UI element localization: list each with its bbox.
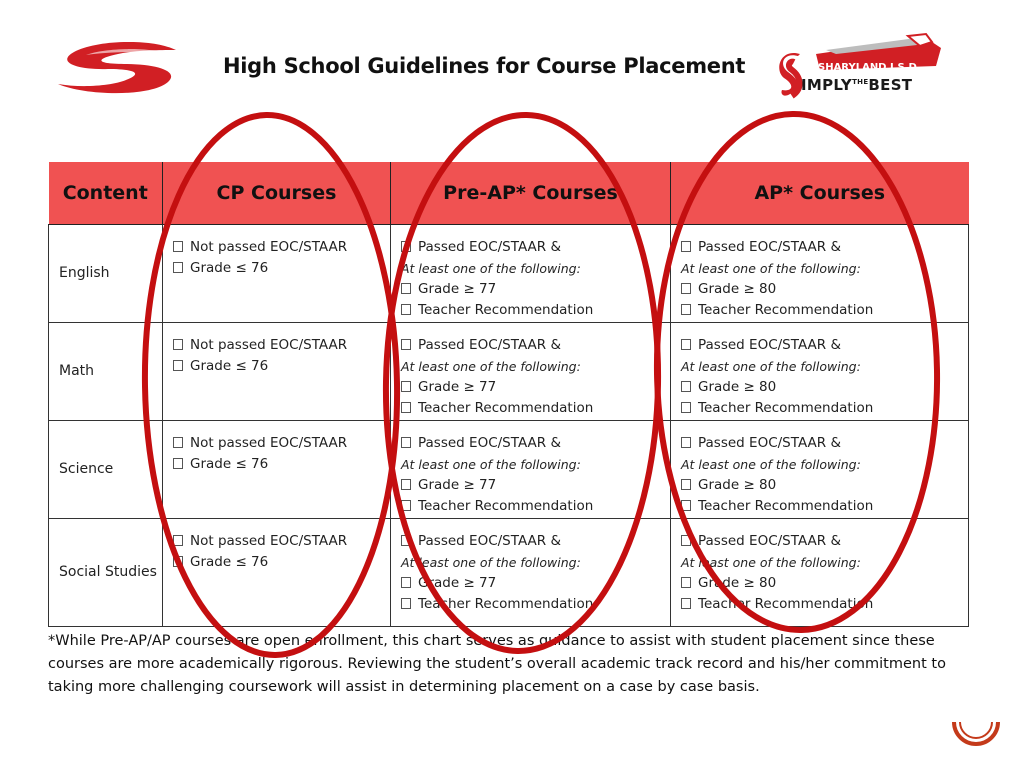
criterion-grade-text: Grade ≥ 77 xyxy=(418,280,497,297)
table-header-row xyxy=(49,162,969,224)
checkbox-icon xyxy=(173,556,183,567)
criterion-grade-text: Grade ≤ 76 xyxy=(190,357,269,374)
criterion-teacher xyxy=(401,300,670,321)
criterion-intro: At least one of the following: xyxy=(401,358,581,374)
criterion-intro: At least one of the following: xyxy=(681,554,861,570)
criterion-grade xyxy=(401,377,670,398)
checkbox-icon xyxy=(401,381,411,392)
ap-cell xyxy=(671,420,969,518)
checkbox-icon xyxy=(401,241,411,252)
preap-cell xyxy=(391,420,671,518)
criterion-passed xyxy=(401,335,670,356)
checkbox-icon xyxy=(401,283,411,294)
checkbox-icon xyxy=(173,437,183,448)
checkbox-icon xyxy=(681,283,691,294)
criterion-grade-text: Grade ≥ 80 xyxy=(698,378,777,395)
subject-label: Science xyxy=(49,420,163,518)
criterion-passed-text: Passed EOC/STAAR & xyxy=(698,434,841,451)
cp-cell xyxy=(163,420,391,518)
criterion-passed-text: Passed EOC/STAAR & xyxy=(698,336,841,353)
slogan-text: $IMPLY^{THE}BEST$ xyxy=(801,76,913,94)
checkbox-icon xyxy=(681,577,691,588)
checkbox-icon xyxy=(401,535,411,546)
checkbox-icon xyxy=(401,598,411,609)
criterion-grade xyxy=(681,573,968,594)
checkbox-icon xyxy=(173,360,183,371)
criterion-grade xyxy=(173,552,390,573)
checkbox-icon xyxy=(401,402,411,413)
criterion-passed-text: Passed EOC/STAAR & xyxy=(418,336,561,353)
placement-table xyxy=(48,162,969,627)
table-row xyxy=(49,322,969,420)
criterion-intro: At least one of the following: xyxy=(681,456,861,472)
criterion-grade xyxy=(173,356,390,377)
column-header-cp: CP Courses xyxy=(163,162,391,224)
checkbox-icon xyxy=(401,437,411,448)
column-header-content: Content xyxy=(49,162,163,224)
criterion-not-passed xyxy=(173,237,390,258)
criterion-grade xyxy=(401,573,670,594)
preap-cell xyxy=(391,224,671,322)
cp-cell xyxy=(163,322,391,420)
column-header-preap: Pre-AP* Courses xyxy=(391,162,671,224)
preap-cell xyxy=(391,518,671,626)
criterion-grade xyxy=(681,377,968,398)
criterion-passed xyxy=(401,433,670,454)
checkbox-icon xyxy=(681,500,691,511)
table-row xyxy=(49,518,969,626)
criterion-teacher-text: Teacher Recommendation xyxy=(698,497,874,514)
checkbox-icon xyxy=(401,577,411,588)
checkbox-icon xyxy=(173,262,183,273)
checkbox-icon xyxy=(401,304,411,315)
criterion-not-passed-text: Not passed EOC/STAAR xyxy=(190,336,348,353)
page-title: High School Guidelines for Course Placement xyxy=(223,54,746,78)
criterion-grade xyxy=(401,279,670,300)
criterion-teacher-text: Teacher Recommendation xyxy=(418,301,594,318)
criterion-grade xyxy=(173,258,390,279)
criterion-passed xyxy=(401,531,670,552)
criterion-teacher-text: Teacher Recommendation xyxy=(698,399,874,416)
criterion-intro: At least one of the following: xyxy=(401,554,581,570)
subject-label: Math xyxy=(49,322,163,420)
criterion-passed xyxy=(401,237,670,258)
checkbox-icon xyxy=(681,535,691,546)
ap-cell xyxy=(671,224,969,322)
cp-cell xyxy=(163,224,391,322)
subject-label: English xyxy=(49,224,163,322)
corner-decoration-icon xyxy=(950,718,1002,748)
cp-cell xyxy=(163,518,391,626)
criterion-grade-text: Grade ≤ 76 xyxy=(190,553,269,570)
criterion-grade xyxy=(401,475,670,496)
footnote: *While Pre-AP/AP courses are open enrollment, this chart serves as guidance to assist with student placement since these courses are more academically rigorous. Reviewing the student’s overall academic track record and his/her commitment to taking more challenging coursework will assist in determining placement on a case by case basis. xyxy=(48,633,946,695)
checkbox-icon xyxy=(681,437,691,448)
ap-cell xyxy=(671,322,969,420)
criterion-teacher-text: Teacher Recommendation xyxy=(698,595,874,612)
criterion-passed xyxy=(681,433,968,454)
criterion-teacher xyxy=(401,398,670,419)
criterion-not-passed xyxy=(173,433,390,454)
criterion-grade-text: Grade ≥ 80 xyxy=(698,280,777,297)
criterion-passed-text: Passed EOC/STAAR & xyxy=(418,532,561,549)
table-row xyxy=(49,420,969,518)
criterion-teacher-text: Teacher Recommendation xyxy=(698,301,874,318)
checkbox-icon xyxy=(173,458,183,469)
checkbox-icon xyxy=(681,479,691,490)
criterion-not-passed xyxy=(173,335,390,356)
criterion-teacher xyxy=(681,594,968,615)
criterion-grade-text: Grade ≥ 77 xyxy=(418,476,497,493)
criterion-passed-text: Passed EOC/STAAR & xyxy=(418,238,561,255)
criterion-teacher xyxy=(401,496,670,517)
criterion-grade-text: Grade ≥ 80 xyxy=(698,574,777,591)
checkbox-icon xyxy=(681,402,691,413)
criterion-grade-text: Grade ≥ 77 xyxy=(418,574,497,591)
criterion-passed-text: Passed EOC/STAAR & xyxy=(418,434,561,451)
criterion-teacher xyxy=(401,594,670,615)
sharyland-s-logo-icon xyxy=(56,42,178,94)
criterion-teacher xyxy=(681,300,968,321)
column-header-ap: AP* Courses xyxy=(671,162,969,224)
criterion-not-passed-text: Not passed EOC/STAAR xyxy=(190,532,348,549)
criterion-teacher xyxy=(681,496,968,517)
criterion-passed xyxy=(681,335,968,356)
criterion-teacher-text: Teacher Recommendation xyxy=(418,497,594,514)
subject-label: Social Studies xyxy=(49,518,163,626)
checkbox-icon xyxy=(681,339,691,350)
criterion-intro: At least one of the following: xyxy=(681,358,861,374)
checkbox-icon xyxy=(681,381,691,392)
checkbox-icon xyxy=(173,535,183,546)
criterion-not-passed-text: Not passed EOC/STAAR xyxy=(190,434,348,451)
criterion-passed-text: Passed EOC/STAAR & xyxy=(698,532,841,549)
checkbox-icon xyxy=(401,500,411,511)
criterion-grade-text: Grade ≤ 76 xyxy=(190,455,269,472)
checkbox-icon xyxy=(681,598,691,609)
checkbox-icon xyxy=(401,479,411,490)
checkbox-icon xyxy=(681,241,691,252)
checkbox-icon xyxy=(173,241,183,252)
criterion-passed xyxy=(681,237,968,258)
criterion-grade xyxy=(681,475,968,496)
preap-cell xyxy=(391,322,671,420)
ap-cell xyxy=(671,518,969,626)
district-name: SHARYLAND I.S.D. xyxy=(818,62,921,73)
criterion-passed xyxy=(681,531,968,552)
criterion-intro: At least one of the following: xyxy=(401,260,581,276)
criterion-grade-text: Grade ≤ 76 xyxy=(190,259,269,276)
criterion-not-passed-text: Not passed EOC/STAAR xyxy=(190,238,348,255)
criterion-grade xyxy=(173,454,390,475)
table-row xyxy=(49,224,969,322)
checkbox-icon xyxy=(681,304,691,315)
checkbox-icon xyxy=(401,339,411,350)
checkbox-icon xyxy=(173,339,183,350)
criterion-passed-text: Passed EOC/STAAR & xyxy=(698,238,841,255)
criterion-intro: At least one of the following: xyxy=(681,260,861,276)
criterion-intro: At least one of the following: xyxy=(401,456,581,472)
criterion-grade-text: Grade ≥ 80 xyxy=(698,476,777,493)
criterion-grade-text: Grade ≥ 77 xyxy=(418,378,497,395)
criterion-teacher-text: Teacher Recommendation xyxy=(418,595,594,612)
criterion-not-passed xyxy=(173,531,390,552)
criterion-grade xyxy=(681,279,968,300)
criterion-teacher-text: Teacher Recommendation xyxy=(418,399,594,416)
criterion-teacher xyxy=(681,398,968,419)
